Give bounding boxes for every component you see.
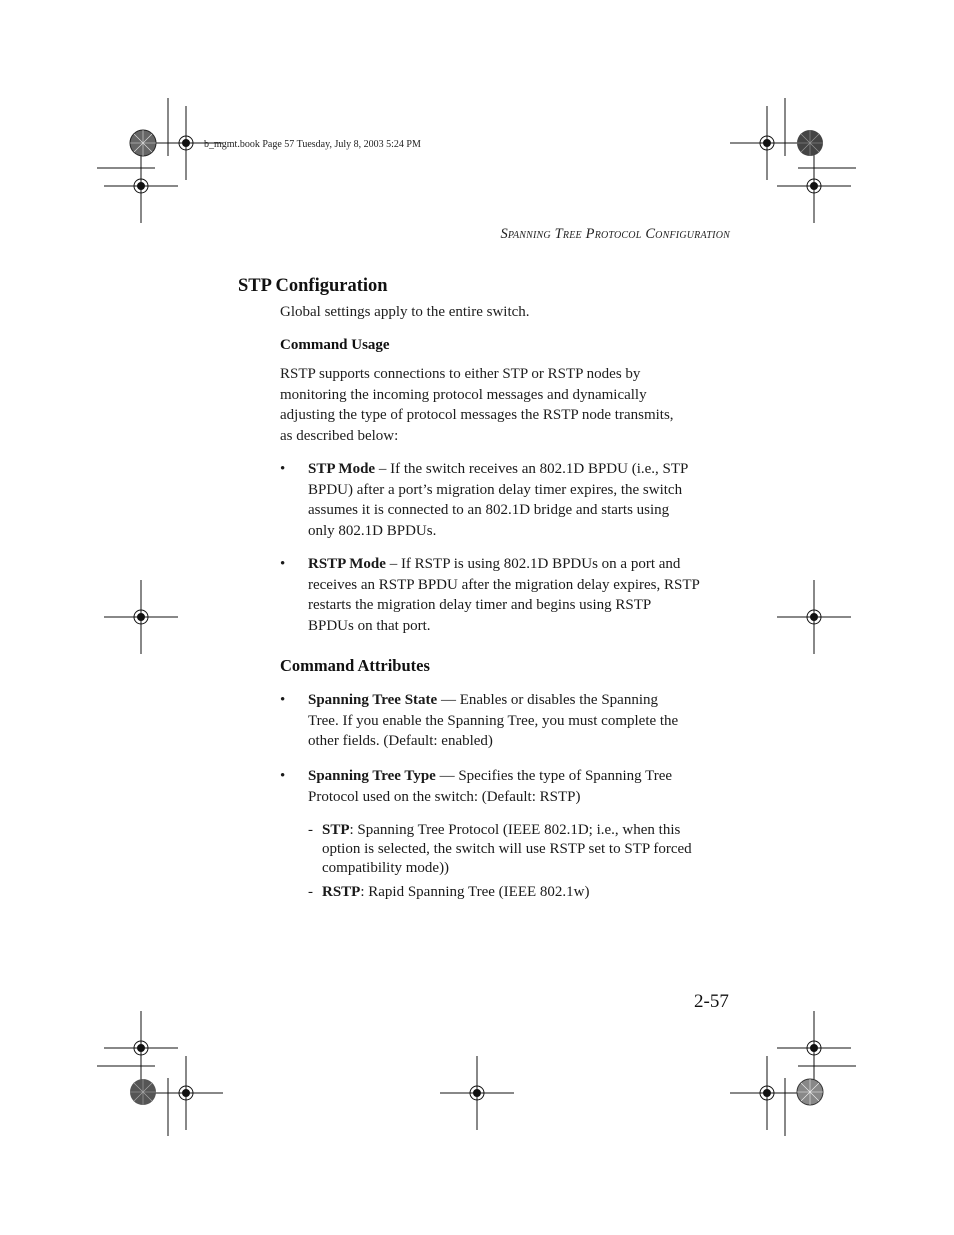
bullet-line: receives an RSTP BPDU after the migration delay expires, RSTP bbox=[308, 576, 700, 593]
bullet-term: Spanning Tree State bbox=[308, 692, 438, 708]
bullet-line bbox=[308, 554, 700, 575]
bullet-line: restarts the migration delay timer and begins using RSTP bbox=[308, 597, 652, 613]
option-text: : Rapid Spanning Tree (IEEE 802.1w) bbox=[360, 884, 590, 900]
bullet-spanning-tree-type bbox=[280, 766, 673, 807]
bullet-text: — Enables or disables the Spanning bbox=[437, 692, 658, 708]
bullet-spanning-tree-state bbox=[280, 690, 679, 752]
crosshair-target-icon bbox=[440, 1056, 514, 1130]
crosshair-target-icon bbox=[777, 1011, 851, 1085]
bullet-stp-mode bbox=[280, 459, 689, 541]
paragraph-line: adjusting the type of protocol messages the RSTP node transmits, bbox=[280, 407, 674, 423]
bullet-line bbox=[308, 690, 678, 711]
file-info: b_mgmt.book Page 57 Tuesday, July 8, 2003 5:24 PM bbox=[204, 139, 421, 150]
usage-paragraph bbox=[280, 364, 674, 446]
bullet-term: Spanning Tree Type bbox=[308, 768, 436, 784]
rosette-mark bbox=[797, 1079, 823, 1105]
option-term: RSTP bbox=[322, 884, 361, 900]
command-attributes-heading: Command Attributes bbox=[280, 656, 430, 675]
crosshair-target-icon bbox=[104, 1011, 178, 1085]
bullet-term: RSTP Mode bbox=[308, 556, 386, 572]
bullet-line: assumes it is connected to an 802.1D bridge and starts using bbox=[308, 502, 670, 518]
option-stp bbox=[308, 821, 692, 878]
option-line bbox=[322, 821, 692, 840]
bullet-text: – If the switch receives an 802.1D BPDU (i.e., STP bbox=[375, 461, 689, 477]
command-usage-heading: Command Usage bbox=[280, 337, 390, 353]
bullet-icon: • bbox=[280, 556, 286, 572]
bullet-line: only 802.1D BPDUs. bbox=[308, 522, 437, 539]
running-header: Spanning Tree Protocol Configuration bbox=[500, 226, 730, 242]
intro-text: Global settings apply to the entire switch. bbox=[280, 304, 530, 320]
bullet-line bbox=[308, 766, 672, 787]
dash-icon: - bbox=[308, 884, 313, 900]
bullet-text: — Specifies the type of Spanning Tree bbox=[435, 768, 673, 784]
bullet-text: – If RSTP is using 802.1D BPDUs on a port and bbox=[385, 556, 681, 572]
bullet-line: BPDU) after a port’s migration delay timer expires, the switch bbox=[308, 481, 683, 498]
bullet-rstp-mode bbox=[280, 554, 700, 636]
crosshair-target-icon bbox=[149, 1056, 223, 1130]
crosshair-target-icon bbox=[730, 106, 804, 180]
bullet-icon: • bbox=[280, 768, 286, 784]
bullet-line: BPDUs on that port. bbox=[308, 617, 431, 634]
dash-icon: - bbox=[308, 822, 313, 838]
bullet-term: STP Mode bbox=[308, 461, 376, 477]
bullet-icon: • bbox=[280, 461, 286, 477]
paragraph-line: RSTP supports connections to either STP or RSTP nodes by bbox=[280, 366, 641, 382]
paragraph-line: monitoring the incoming protocol messages and dynamically bbox=[280, 386, 647, 403]
section-title: STP Configuration bbox=[238, 276, 388, 296]
option-line bbox=[322, 883, 590, 902]
option-term: STP bbox=[322, 822, 350, 838]
option-line: option is selected, the switch will use RSTP set to STP forced bbox=[322, 841, 692, 857]
crosshair-target-icon bbox=[104, 580, 178, 654]
rosette-mark bbox=[130, 130, 156, 156]
paragraph-line: as described below: bbox=[280, 427, 399, 444]
bullet-line: Tree. If you enable the Spanning Tree, you must complete the bbox=[308, 712, 679, 729]
option-text: : Spanning Tree Protocol (IEEE 802.1D; i.e., when this bbox=[349, 822, 681, 838]
rosette-mark bbox=[130, 1079, 156, 1105]
bullet-line bbox=[308, 459, 688, 480]
option-rstp bbox=[308, 883, 590, 902]
crosshair-target-icon bbox=[777, 580, 851, 654]
option-line: compatibility mode)) bbox=[322, 860, 450, 876]
rosette-mark bbox=[797, 130, 823, 156]
crosshair-target-icon bbox=[777, 149, 851, 223]
bullet-line: other fields. (Default: enabled) bbox=[308, 733, 493, 749]
bullet-icon: • bbox=[280, 692, 286, 708]
crosshair-target-icon bbox=[730, 1056, 804, 1130]
bullet-line: Protocol used on the switch: (Default: RSTP) bbox=[308, 788, 581, 805]
crosshair-target-icon bbox=[104, 149, 178, 223]
page-number: 2-57 bbox=[694, 991, 729, 1012]
